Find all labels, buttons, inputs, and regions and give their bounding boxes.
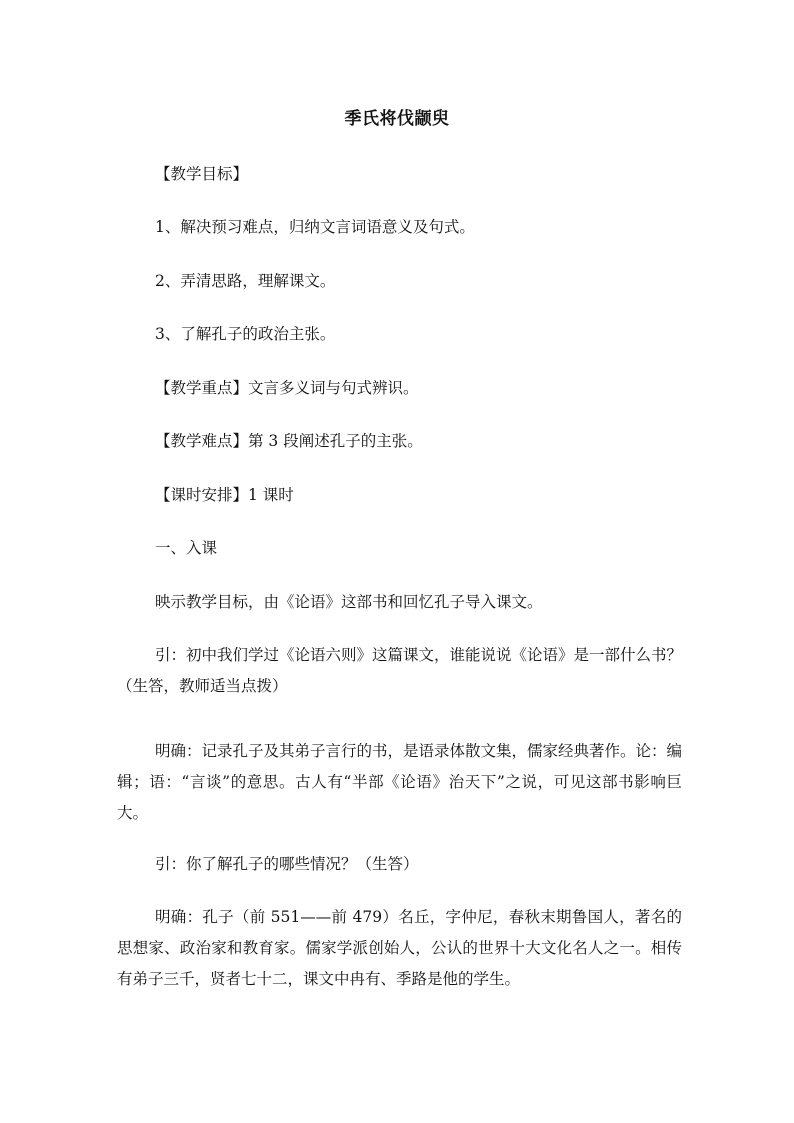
question-paragraph-2: 引：你了解孔子的哪些情况？（生答） [155,855,419,873]
goal-item-2: 2、弄清思路，理解课文。 [155,272,336,290]
goal-item-3: 3、了解孔子的政治主张。 [155,325,336,343]
answer-paragraph-1: 明确：记录孔子及其弟子言行的书，是语录体散文集，儒家经典著作。论：编辑；语：“言谈”的意思。古人有“半部《论语》治天下”之说，可见这部书影响巨大。 [117,742,683,822]
document-title: 季氏将伐颛臾 [344,109,450,129]
difficulty: 【教学难点】第 3 段阐述孔子的主张。 [155,432,423,450]
key-point: 【教学重点】文言多义词与句式辨识。 [155,379,419,397]
schedule: 【课时安排】1 课时 [155,486,294,504]
intro-paragraph: 映示教学目标，由《论语》这部书和回忆孔子导入课文。 [155,593,543,611]
answer-paragraph-2: 明确：孔子（前 551——前 479）名丘，字仲尼，春秋末期鲁国人，著名的思想家、政治家和教育家。儒家学派创始人，公认的世界十大文化名人之一。相传有弟子三千，贤者七十二，课文中冉有、季路是他的学生。 [117,908,682,988]
goals-heading: 【教学目标】 [155,165,249,183]
goal-item-1: 1、解决预习难点，归纳文言词语意义及句式。 [155,218,475,236]
question-paragraph-1: 引：初中我们学过《论语六则》这篇课文，谁能说说《论语》是一部什么书？（生答，教师适当点拨） [117,646,683,695]
section-heading-intro: 一、入课 [155,539,218,557]
